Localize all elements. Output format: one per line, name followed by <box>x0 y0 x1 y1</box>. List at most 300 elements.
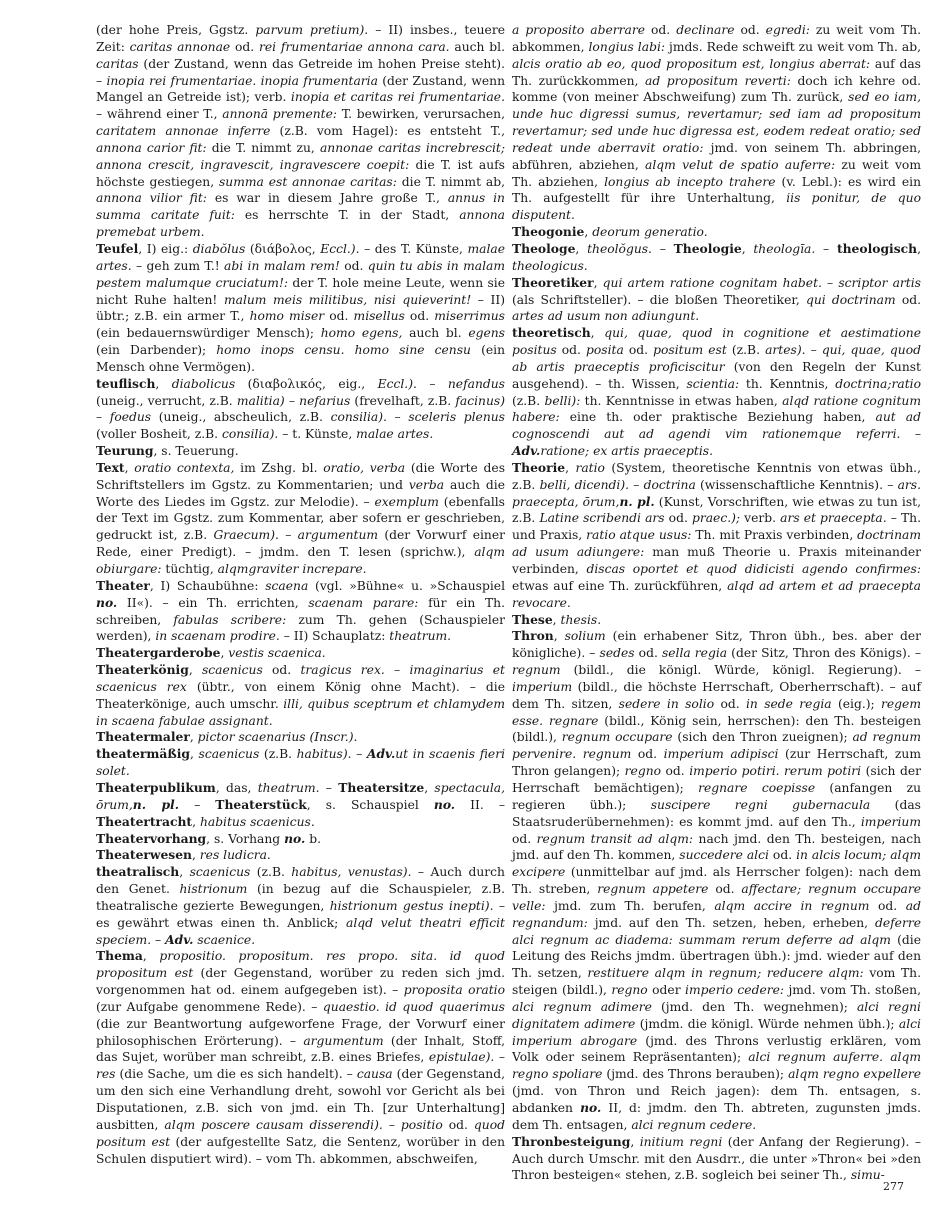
headword: Theaterpublikum <box>96 779 216 795</box>
gloss-text: od. <box>512 831 537 846</box>
gloss-text: od. <box>869 898 906 913</box>
gloss-text: , I) eig.: <box>138 241 193 256</box>
headword: theatermäßig <box>96 746 190 762</box>
gloss-text: – <box>651 241 674 256</box>
latin-phrase: alqm poscere causam disserendi). – positio <box>164 1117 443 1132</box>
latin-phrase: consilia). <box>221 427 279 442</box>
latin-phrase: alci regnum adimere <box>512 999 652 1014</box>
gloss-text: – <box>151 932 166 947</box>
dictionary-entry <box>96 662 505 729</box>
headword: teuflisch <box>96 375 156 391</box>
gloss-text: , s. Schauspiel <box>306 797 434 812</box>
gloss-text: zu weit vom Th. abkommen, <box>512 23 921 54</box>
gloss-text: auch die Worte des Liedes im Ggstz. zur Melodie). – <box>96 477 505 509</box>
dictionary-entry <box>512 612 921 629</box>
gloss-text: (von den Regeln der Kunst ausgehend). – th. Wissen, <box>512 359 921 391</box>
gloss-text: (sich den Thron zueignen); <box>672 730 853 745</box>
latin-phrase: declinare <box>676 23 735 37</box>
gloss-text: , s. Vorhang <box>206 831 285 846</box>
latin-phrase: belli): <box>544 393 581 408</box>
latin-phrase: malae artes. <box>96 241 505 273</box>
latin-phrase: argumentum <box>303 1033 384 1048</box>
gloss-text: , <box>142 949 160 964</box>
gloss-text: (anfangen zu regieren übh.); <box>512 780 921 812</box>
gloss-text: , <box>917 241 921 256</box>
latin-phrase: ars et praecepta. <box>780 511 887 526</box>
gloss-text: (der Inhalt, Stoff, das Sujet, worüber man schreibt, z.B. eines Briefes, <box>96 1033 506 1065</box>
gloss-text: (z.B. <box>512 393 545 408</box>
gloss-text: jmd. auf den Th. setzen, heben, erheben, <box>587 915 875 930</box>
gloss-text: od. <box>631 747 664 762</box>
gloss-text: (die Leitung des Reichs jmdm. übertragen übh.): jmd. wieder auf den Th. setzen, <box>512 932 922 981</box>
gloss-text: (der Gegenstand, worüber zu reden sich jmd. vorgenommen hat od. einem aufgegeben ist). – <box>96 966 505 998</box>
dictionary-entry <box>96 460 505 578</box>
latin-phrase: caritatem annonae inferre <box>96 124 271 139</box>
gloss-text: od. <box>339 258 368 273</box>
gloss-text: es herrschte T. in der Stadt, <box>234 208 460 223</box>
latin-phrase: n. pl. <box>132 796 179 812</box>
gloss-text: (jmd. des Throns verlustig erklären, vom Volk oder seinem Repräsentanten); <box>512 1033 921 1065</box>
gloss-text: (übtr., von einem König ohne Macht). – die Theaterkönige, auch umschr. <box>96 679 505 711</box>
gloss-text: (ebenfalls der Text im Ggstz. zum Kommentar, aber sofern er geschrieben, gedruckt ist, z.B. <box>96 494 505 543</box>
gloss-text: – des T. Künste, <box>359 241 468 256</box>
dictionary-entry <box>96 443 505 460</box>
latin-phrase: iis ponitur, de quo disputent. <box>512 191 921 223</box>
dictionary-entry <box>512 460 921 612</box>
latin-phrase: alci regni dignitatem adimere <box>512 999 921 1031</box>
gloss-text: , <box>593 275 603 290</box>
latin-phrase: alqmgraviter increpare. <box>217 562 367 576</box>
gloss-text: (der Anfang der Regierung). – Auch durch Umschr. mit den Ausdrr., die unter »Thron« bei »den Thron besteigen« stehen, z.B. sogleich bei seiner Th., <box>512 1134 921 1183</box>
dictionary-entry <box>96 847 505 864</box>
latin-phrase: Eccl.). – nefandus <box>377 376 505 391</box>
gloss-text: , <box>552 612 561 627</box>
latin-phrase: simu- <box>850 1168 885 1183</box>
latin-phrase: no. <box>580 1100 602 1115</box>
gloss-text: – während einer T., <box>96 107 223 122</box>
dictionary-entry <box>96 578 505 645</box>
latin-phrase: regnum occupare <box>561 730 673 745</box>
gloss-text: (bildl., die königl. Würde, königl. Regierung). – <box>560 663 921 678</box>
latin-phrase: annona carior fit: <box>96 140 207 155</box>
gloss-text: II«). – ein Th. errichten, <box>117 595 309 610</box>
latin-phrase: tragicus rex. – imaginarius et scaenicus rex <box>96 663 505 694</box>
gloss-text: II, d: jmdm. den Th. abtreten, zugunsten jmds. dem Th. entsagen, <box>512 1101 921 1132</box>
latin-phrase: alci imperium abrogare <box>512 1016 921 1048</box>
latin-phrase: regnare coepisse <box>698 780 816 795</box>
dictionary-entry <box>96 645 505 662</box>
gloss-text: od. <box>664 511 692 526</box>
latin-phrase: regnum transit ad alqm: <box>536 831 694 846</box>
latin-phrase: restituere alqm in regnum; reducere alqm: <box>587 966 864 981</box>
gloss-text: II. – <box>455 797 506 812</box>
gloss-text: – II) insbes., teuere Zeit: <box>96 23 505 54</box>
gloss-text: – <box>815 241 837 256</box>
gloss-text: (uneig., verrucht, z.B. <box>96 393 237 408</box>
latin-phrase: suscipere regni gubernacula <box>650 797 871 812</box>
latin-phrase: causa <box>356 1067 393 1082</box>
gloss-text: auch bl. <box>402 326 469 341</box>
latin-phrase: in scaenam prodire. <box>155 629 280 644</box>
latin-phrase: longius labi: <box>588 39 666 54</box>
latin-phrase: malae artes. <box>356 427 434 442</box>
column-left <box>96 22 505 1167</box>
latin-phrase: misellus <box>353 309 405 324</box>
gloss-text: (System, theoretische Kenntnis von etwas übh., z.B. <box>512 460 921 492</box>
dictionary-entry <box>96 864 505 948</box>
latin-phrase: summa est annonae caritas: <box>219 174 397 189</box>
headword: theoretisch <box>512 325 591 341</box>
gloss-text: – <box>319 780 339 795</box>
latin-phrase: sed eo iam, unde huc digressi sumus, revertamur; sed iam ad propositum revertamur; sed unde huc digressa est, eodem redeat oratio; sed redeat unde aberravit oratio: <box>512 90 922 155</box>
gloss-text: , <box>590 326 605 341</box>
latin-phrase: scaenicus <box>198 747 260 762</box>
latin-phrase: exemplum <box>374 494 439 509</box>
latin-phrase: regnum appetere <box>597 882 709 897</box>
gloss-text: verb. <box>740 511 781 526</box>
gloss-text: jmd. von seinem Th. abbringen, abführen, abziehen, <box>512 140 922 172</box>
latin-phrase: inopia rei frumentariae. inopia frumentaria <box>106 73 378 88</box>
latin-phrase: posita <box>586 343 624 358</box>
gloss-text: , <box>189 730 198 745</box>
gloss-text: – Auch durch den Genet. <box>96 865 505 897</box>
latin-phrase: res ludicra. <box>199 848 271 863</box>
gloss-text: (z.B. vom Hagel): es entsteht T., <box>270 124 505 139</box>
gloss-text: (z.B. <box>250 865 292 880</box>
gloss-text: (διαβολικός, eig., <box>235 376 378 391</box>
page-number: 277 <box>883 1180 904 1193</box>
latin-phrase: regnum <box>512 663 561 678</box>
latin-phrase: thesis. <box>560 612 602 627</box>
dictionary-entry <box>512 628 921 1133</box>
gloss-text: doch ich kehre od. komme (von meiner Abschweifung) zum Th. zurück, <box>512 73 921 105</box>
gloss-text: jmd. vom Th. stoßen, <box>784 983 922 998</box>
gloss-text: (der Gegenstand, um den sich eine Verhandlung dreht, sowohl vor Gericht als bei Disputationen, z.B. sich von jmd. ein Th. [zur Unterhaltung] ausbitten, <box>96 1067 505 1132</box>
dictionary-entry <box>96 746 505 780</box>
gloss-text: (frevelhaft, z.B. <box>350 393 456 408</box>
latin-phrase: propositio. propositum. res propo. sita. id quod propositum est <box>96 949 505 981</box>
latin-phrase: diabolicus <box>171 376 236 391</box>
gloss-text: od. <box>708 882 742 897</box>
latin-phrase: quaestio. id quod quaerimus <box>322 999 505 1014</box>
latin-phrase: caritas <box>96 56 139 71</box>
gloss-text: , <box>741 241 754 256</box>
latin-phrase: artes ad usum non adiungunt. <box>512 309 700 324</box>
gloss-text: (v. Lebl.): es wird ein Th. aufgestellt für ihre Unterhaltung, <box>512 174 922 206</box>
gloss-text: od. <box>262 663 301 678</box>
latin-phrase: alcis oratio ab eo, quod propositum est, longius aberrat: <box>512 56 871 71</box>
latin-phrase: qui, quae, quod in cognitione et aestimatione positus <box>512 326 921 358</box>
latin-phrase: affectare; regnum occupare velle: <box>512 882 921 913</box>
latin-phrase: qui doctrinam <box>805 292 896 307</box>
latin-phrase: no. <box>284 830 306 846</box>
latin-phrase: inopia et caritas rei frumentariae. <box>290 90 505 105</box>
gloss-text: (ein erhabener Sitz, Thron übh., bes. aber der königliche). – <box>512 629 921 661</box>
latin-phrase: scaenam parare: <box>308 595 419 610</box>
gloss-text: (διάβολος, <box>245 241 321 256</box>
gloss-text: (bildl., König sein, herrschen): den Th. besteigen (bildl.), <box>512 713 921 745</box>
latin-phrase: alqm accire in regnum <box>714 898 870 913</box>
dictionary-entry <box>96 780 505 831</box>
gloss-text: od. <box>442 1117 474 1132</box>
gloss-text: – geh zum T.! <box>131 258 225 273</box>
dictionary-entry <box>96 241 505 376</box>
dictionary-entry <box>512 241 921 275</box>
gloss-text: (sich der Herrschaft bemächtigen); <box>512 764 921 795</box>
gloss-text: – t. Künste, <box>278 427 357 442</box>
latin-phrase: praec.); <box>691 511 741 526</box>
latin-phrase: theatrum. <box>257 780 320 795</box>
latin-phrase: malitia) – nefarius <box>236 393 351 408</box>
latin-phrase: ad regnandum: <box>512 898 921 930</box>
latin-phrase: alci regnum auferre. alqm regno spoliare <box>512 1050 921 1082</box>
gloss-text: jmd. zum Th. berufen, <box>545 898 715 913</box>
latin-phrase: imperium adipisci <box>663 747 779 762</box>
gloss-text: (bildl., die höchste Herrschaft, Oberherrschaft). – auf dem Th. sitzen, <box>512 679 921 711</box>
headword: Theatervorhang <box>96 830 207 846</box>
dictionary-entry <box>512 224 921 241</box>
latin-phrase: imperium <box>860 814 921 829</box>
gloss-text: – Th. und Praxis, <box>512 511 921 543</box>
latin-phrase: annona vilior fit: <box>96 191 207 206</box>
headword: Thronbesteigung <box>512 1133 631 1149</box>
latin-phrase: scaena <box>265 578 309 593</box>
latin-phrase: ad regnum pervenire. regnum <box>512 730 921 762</box>
gloss-text: (uneig., abscheulich, z.B. <box>151 410 331 425</box>
gloss-text: , <box>575 241 588 256</box>
latin-phrase: annonā premente: <box>222 107 338 122</box>
dictionary-entry <box>512 325 921 460</box>
gloss-text: od. <box>645 23 677 37</box>
headword: Theatersitze <box>338 779 425 795</box>
gloss-text: , s. Teuerung. <box>153 444 239 459</box>
latin-phrase: scaenice. <box>197 932 256 947</box>
latin-phrase: belli, dicendi). – doctrina <box>539 477 696 492</box>
gloss-text: , das, <box>215 780 258 795</box>
latin-phrase: ad propositum reverti: <box>645 73 791 88</box>
latin-phrase: diabŏlus <box>192 241 246 256</box>
latin-phrase: quin tu abis in malam pestem malumque cruciatum!: <box>96 258 505 290</box>
latin-phrase: vestis scaenica. <box>228 646 326 661</box>
gloss-text: (unmittelbar auf jmd. als Herrscher folgen): nach dem Th. streben, <box>512 865 921 897</box>
gloss-text: vom Th. steigen (bildl.), <box>512 966 921 998</box>
latin-phrase: malum meis militibus, nisi quieverint! <box>223 292 472 307</box>
headword: Theaterkönig <box>96 662 189 678</box>
latin-phrase: Latine scribendi ars <box>539 511 665 526</box>
dictionary-entry <box>96 376 505 443</box>
latin-phrase: ut in scaenis fieri solet. <box>96 747 506 779</box>
dictionary-entry <box>512 22 921 224</box>
gloss-text: (jmd. von Thron und Reich jagen): dem Th. entsagen, s. abdanken <box>512 1084 921 1115</box>
gloss-text: od. <box>734 23 766 37</box>
latin-phrase: aut ad cognoscendi aut ad agendi vim rationemque referri. <box>512 410 921 442</box>
latin-phrase: theologicus. <box>512 258 588 273</box>
gloss-text: , <box>190 747 199 762</box>
gloss-text: die T. nimmt zu, <box>206 140 320 155</box>
latin-phrase: illi, quibus sceptrum et chlamydem in scaena fabulae assignant. <box>96 696 505 728</box>
gloss-text: (die Sache, um die es sich handelt). – <box>115 1067 357 1082</box>
latin-phrase: alqm obiurgare: <box>96 545 505 576</box>
latin-phrase: alqd ad artem et ad praecepta revocare. <box>512 578 921 610</box>
latin-phrase: imperio cedere: <box>685 983 785 998</box>
gloss-text: (zur Herrschaft, zum Thron gelangen); <box>512 747 921 779</box>
gloss-text: , <box>124 460 135 475</box>
gloss-text: (voller Bosheit, z.B. <box>96 427 222 442</box>
latin-phrase: alqd velut theatri efficit speciem. <box>96 915 505 947</box>
dictionary-entry <box>512 275 921 326</box>
latin-phrase: deferre alci regnum ac diadema: summam rerum deferre ad alqm <box>512 915 921 947</box>
gloss-text: od. <box>768 848 797 863</box>
latin-phrase: scaenicus <box>189 865 251 880</box>
latin-phrase: deorum generatio. <box>592 225 708 240</box>
latin-phrase: positum est <box>653 343 727 358</box>
gloss-text: (ein Darbender); <box>96 343 217 358</box>
latin-phrase: no. <box>433 796 456 812</box>
latin-phrase: ars. praecepta, ōrum, <box>512 477 922 509</box>
dictionary-entry <box>96 22 505 241</box>
latin-phrase: theatrum. <box>389 629 452 644</box>
gloss-text: , <box>192 814 200 829</box>
gloss-text: auch bl. <box>449 39 505 54</box>
gloss-text: (eig.); <box>831 696 882 711</box>
gloss-text: od. <box>895 292 922 307</box>
headword: Theatermaler <box>96 729 190 745</box>
latin-phrase: ratio <box>575 460 605 475</box>
latin-phrase: verba <box>408 477 445 492</box>
latin-phrase: habitus). – <box>296 747 367 762</box>
headword: Theorie <box>512 459 566 475</box>
headword: Theogonie <box>512 224 585 240</box>
gloss-text: der T. hole meine Leute, wenn sie nicht Ruhe halten! <box>96 275 505 307</box>
headword: Theaterwesen <box>96 847 192 863</box>
gloss-text: die T. nimmt ab, <box>396 174 505 189</box>
gloss-text: (jmdm. die königl. Würde nehmen übh.); <box>635 1016 899 1031</box>
latin-phrase: in sede regia <box>746 696 832 711</box>
latin-phrase: habitus, venustas). <box>291 865 412 880</box>
latin-phrase: regem esse. regnare <box>512 696 921 728</box>
gloss-text: zu weit vom Th. abziehen, <box>512 157 921 189</box>
headword: Teurung <box>96 443 154 459</box>
gloss-text: (ein Mensch ohne Vermögen). <box>96 343 506 374</box>
gloss-text: (der aufgestellte Satz, die Sentenz, worüber in den Schulen disputiert wird). – vom Th. abkommen, abschweifen, <box>96 1134 505 1166</box>
gloss-text: – es gewährt etwas einen th. Anblick; <box>96 898 505 930</box>
latin-phrase: annus in summa caritate fuit: <box>96 191 505 223</box>
headword: Theatergarderobe <box>96 645 221 661</box>
latin-phrase: longius ab incepto trahere <box>604 174 776 189</box>
latin-phrase: solium <box>564 629 606 644</box>
latin-phrase: abi in malam rem! <box>224 258 340 273</box>
latin-phrase: pictor scaenarius (Inscr.). <box>197 730 358 745</box>
gloss-text: , <box>188 663 202 678</box>
gloss-text: (z.B. <box>259 747 297 762</box>
gloss-text: (der Sitz, Thron des Königs). – <box>727 646 921 661</box>
latin-phrase: rei frumentariae annona cara. <box>259 39 450 54</box>
gloss-text: (die zur Beantwortung aufgeworfene Frage, der Vorwurf einer philosophischen Erörterung). – <box>96 1016 505 1048</box>
gloss-text: , <box>191 848 200 863</box>
gloss-text: od. <box>634 646 662 661</box>
gloss-text: für ein Th. schreiben, <box>96 595 505 627</box>
latin-phrase: imperium <box>512 679 573 694</box>
headword: Theatertracht <box>96 813 193 829</box>
latin-phrase: ratio atque usus: <box>586 528 692 543</box>
gloss-text: od. <box>230 39 259 54</box>
gloss-text: (in bezug auf die Schauspieler, z.B. theatralische gezierte Bewegungen, <box>96 882 505 913</box>
gloss-text: od. <box>623 343 654 358</box>
dictionary-entry <box>512 1134 921 1185</box>
gloss-text: auf das Th. zurückkommen, <box>512 56 921 88</box>
gloss-text: b. <box>305 831 321 846</box>
gloss-text: (der hohe Preis, Ggstz. <box>96 23 256 37</box>
latin-phrase: histrionum gestus inepti). <box>329 898 494 913</box>
gloss-text: (jmd. des Throns berauben); <box>602 1067 789 1082</box>
column-right <box>512 22 921 1184</box>
gloss-text: , <box>179 865 190 880</box>
gloss-text: (vgl. »Bühne« u. »Schauspiel <box>308 578 506 593</box>
latin-phrase: homo miser <box>249 309 325 324</box>
latin-phrase: miserrimus <box>434 309 505 324</box>
gloss-text: od. <box>324 309 354 324</box>
latin-phrase: alqd ratione cognitum habere: <box>512 393 921 425</box>
latin-phrase: sella regia <box>661 646 728 661</box>
gloss-text: im Zshg. bl. <box>234 460 324 475</box>
headword: Theologe <box>512 240 576 256</box>
gloss-text: (der Zustand, wenn Mangel an Getreide ist); verb. <box>96 73 506 105</box>
latin-phrase: ratione; ex artis praeceptis. <box>540 444 713 459</box>
gloss-text: , <box>565 460 576 475</box>
latin-phrase: habitus scaenicus. <box>199 814 315 829</box>
latin-phrase: quod positum est <box>96 1117 505 1149</box>
headword: These <box>512 611 553 627</box>
latin-phrase: imperio potiri. rerum potiri <box>689 764 862 779</box>
latin-phrase: egredi: <box>765 23 810 37</box>
headword: theatralisch <box>96 864 180 880</box>
gloss-text: (ein bedauernswürdiger Mensch); <box>96 326 321 341</box>
headword: Theoretiker <box>512 274 594 290</box>
latin-phrase: artes). – qui, quae, quod ab artis praeceptis proficiscitur <box>512 343 921 374</box>
latin-phrase: Eccl.). <box>320 241 360 256</box>
gloss-text: (zur Aufgabe genommene Rede). – <box>96 999 323 1014</box>
gloss-text: od. <box>404 309 435 324</box>
headword: Text <box>96 459 125 475</box>
latin-phrase: a proposito aberrare <box>512 23 646 37</box>
latin-phrase: homo inops censu. homo sine censu <box>216 343 471 358</box>
gloss-text: (die Worte des Schriftstellers im Ggstz. zu Kommentarien; und <box>96 460 505 492</box>
gloss-text: nach jmd. den Th. besteigen, nach jmd. auf den Th. kommen, <box>512 831 921 863</box>
gloss-text: od. <box>714 696 746 711</box>
gloss-text: , <box>553 629 565 644</box>
gloss-text: – <box>900 427 922 442</box>
gloss-text: (wissenschaftliche Kenntnis). – <box>695 477 898 492</box>
headword: Teufel <box>96 240 139 256</box>
latin-phrase: initium regni <box>639 1134 723 1149</box>
latin-phrase: regno <box>624 764 662 779</box>
dictionary-entry <box>96 729 505 746</box>
latin-phrase: fabulas scribere: <box>173 612 287 627</box>
gloss-text: jmds. Rede schweift zu weit vom Th. ab, <box>665 39 921 54</box>
latin-phrase: alqm regno expellere <box>788 1067 921 1082</box>
gloss-text: – <box>179 797 216 812</box>
latin-phrase: scientia: <box>686 376 740 391</box>
latin-phrase: sedes <box>599 646 635 661</box>
gloss-text: , <box>424 780 435 795</box>
latin-phrase: egens <box>468 326 505 341</box>
gloss-text: od. <box>556 343 587 358</box>
latin-phrase: Adv. <box>165 931 194 947</box>
latin-phrase: sedere in solio <box>618 696 715 711</box>
latin-phrase: histrionum <box>179 882 248 897</box>
latin-phrase: consilia). – sceleris plenus <box>330 410 505 425</box>
gloss-text: Th. mit Praxis verbinden, <box>691 528 858 543</box>
